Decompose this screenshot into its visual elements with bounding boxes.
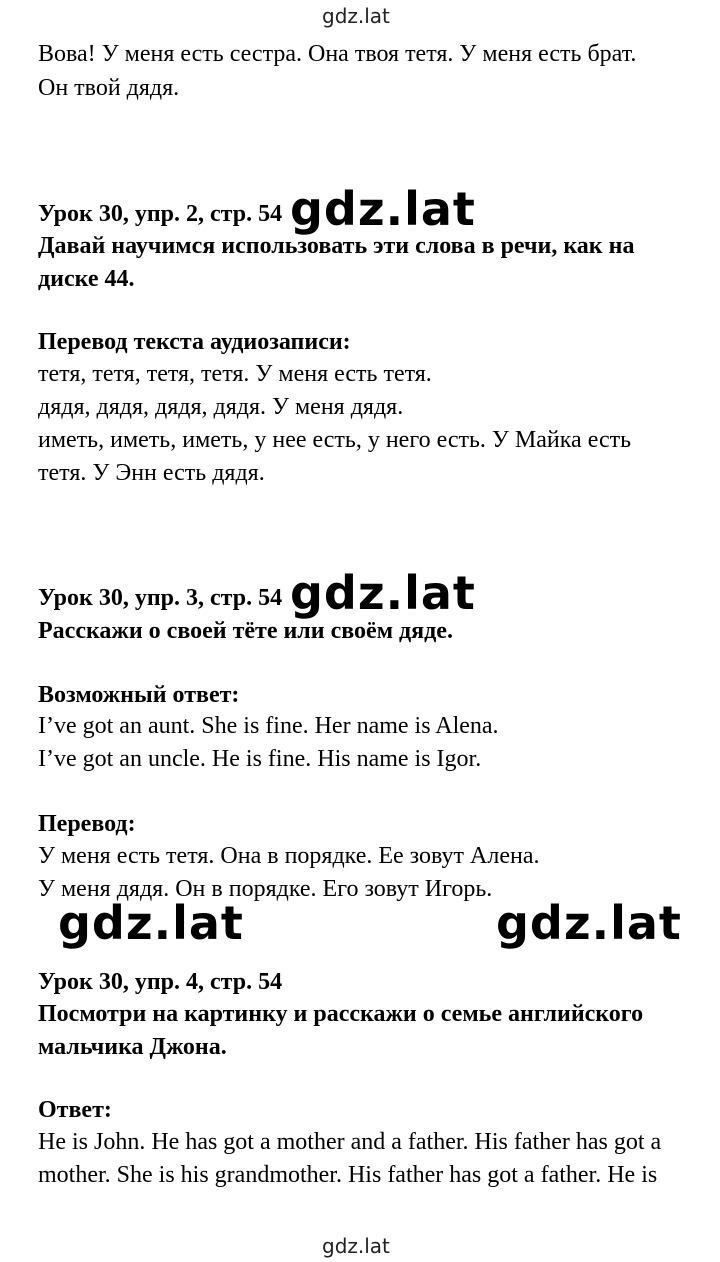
ex3-translation-line-2: У меня дядя. Он в порядке. Его зовут Игорь. <box>38 876 493 902</box>
watermark-bottom: gdz.lat <box>322 1234 390 1258</box>
watermark-top: gdz.lat <box>322 4 390 28</box>
ex3-answer-label: Возможный ответ: <box>38 682 240 708</box>
ex4-answer-line-1: He is John. He has got a mother and a father. His father has got a <box>38 1129 662 1155</box>
ex4-heading: Урок 30, упр. 4, стр. 54 <box>38 969 283 995</box>
ex2-task-line-1: Давай научимся использовать эти слова в речи, как на <box>38 233 635 259</box>
ex3-answer-line-2: I’ve got an uncle. He is fine. His name is Igor. <box>38 746 482 772</box>
ex2-line-4: тетя. У Энн есть дядя. <box>38 460 265 486</box>
ex4-answer-line-2: mother. She is his grandmother. His father has got a father. He is <box>38 1162 658 1188</box>
watermark-ex3: gdz.lat <box>290 566 476 620</box>
ex3-answer-line-1: I’ve got an aunt. She is fine. Her name is Alena. <box>38 713 499 739</box>
ex2-subheading: Перевод текста аудиозаписи: <box>38 329 351 355</box>
ex3-translation-label: Перевод: <box>38 811 136 837</box>
ex2-line-1: тетя, тетя, тетя, тетя. У меня есть тетя. <box>38 361 432 387</box>
ex4-task-line-2: мальчика Джона. <box>38 1034 227 1060</box>
watermark-mid-right: gdz.lat <box>496 896 682 950</box>
ex3-task: Расскажи о своей тёте или своём дяде. <box>38 618 453 644</box>
intro-line-2: Он твой дядя. <box>38 75 180 101</box>
ex2-line-2: дядя, дядя, дядя, дядя. У меня дядя. <box>38 394 404 420</box>
ex2-line-3: иметь, иметь, иметь, у нее есть, у него есть. У Майка есть <box>38 427 632 453</box>
ex3-translation-line-1: У меня есть тетя. Она в порядке. Ее зовут Алена. <box>38 843 540 869</box>
watermark-ex2: gdz.lat <box>290 182 476 236</box>
watermark-mid-left: gdz.lat <box>58 896 244 950</box>
intro-line-1: Вова! У меня есть сестра. Она твоя тетя. У меня есть брат. <box>38 41 637 67</box>
ex2-task-line-2: диске 44. <box>38 266 135 292</box>
ex4-task-line-1: Посмотри на картинку и расскажи о семье английского <box>38 1001 644 1027</box>
ex4-answer-label: Ответ: <box>38 1097 112 1123</box>
ex2-heading: Урок 30, упр. 2, стр. 54 <box>38 201 283 227</box>
ex3-heading: Урок 30, упр. 3, стр. 54 <box>38 585 283 611</box>
